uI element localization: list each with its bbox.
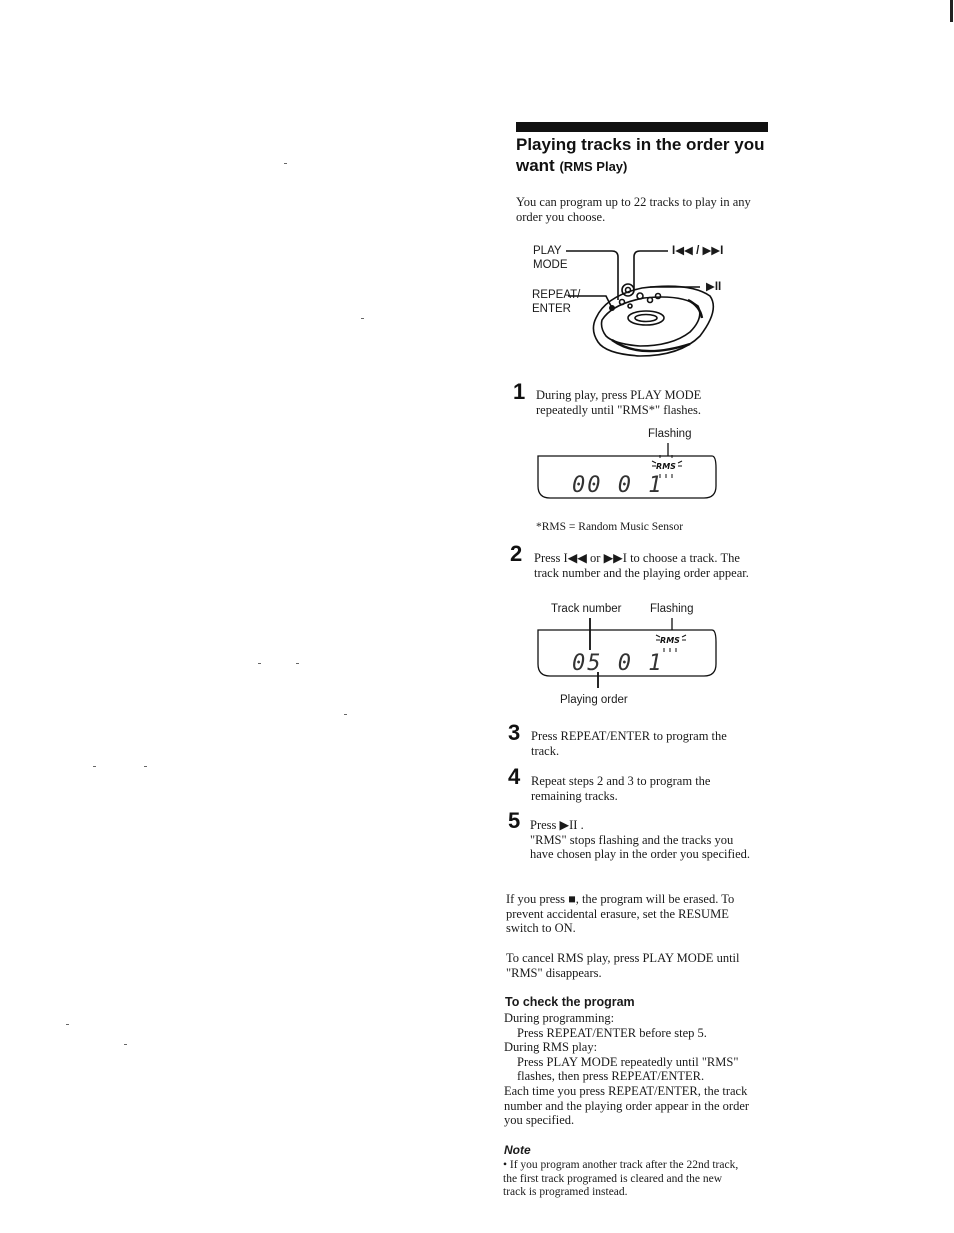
during-programming-label: During programming: — [504, 1011, 615, 1025]
section-title-main: Playing tracks in the order you want — [516, 135, 765, 175]
step-text: Press I◀◀ or ▶▶I to choose a track. The track number and the playing order appear. — [534, 551, 749, 580]
during-programming-action: Press REPEAT/ENTER before step 5. — [517, 1025, 707, 1040]
rms-indicator: RMS — [660, 636, 680, 645]
rms-indicator: RMS — [656, 462, 676, 471]
step-text: During play, press PLAY MODE repeatedly until "RMS*" flashes. — [536, 388, 702, 417]
lcd-digits: 00 0 1 — [572, 473, 664, 498]
play-pause-label: ▶II — [706, 281, 722, 293]
cancel-rms-text: To cancel RMS play, press PLAY MODE until "RMS" disappears. — [506, 951, 740, 980]
flashing-label: Flashing — [648, 428, 692, 440]
section-title-suffix: (RMS Play) — [559, 159, 628, 174]
note-text: • If you program another track after the 22nd track, the first track programed is cleared and the new track is programed instead. — [503, 1159, 739, 1198]
play-mode-label: PLAY MODE — [533, 245, 568, 271]
step-number: 1 — [513, 379, 526, 404]
step-number: 4 — [508, 764, 521, 789]
step-text: Press REPEAT/ENTER to program the track. — [531, 729, 727, 758]
during-rms-action: Press PLAY MODE repeatedly until "RMS" flashes, then press REPEAT/ENTER. — [517, 1054, 739, 1084]
stop-warning-text: If you press ■, the program will be erased. To prevent accidental erasure, set the RESUME switch to ON. — [506, 892, 735, 936]
repeat-enter-label: REPEAT/ ENTER — [532, 289, 581, 315]
during-rms-label: During RMS play: — [504, 1040, 598, 1055]
step-text: Repeat steps 2 and 3 to program the remaining tracks. — [531, 774, 711, 803]
intro-text: You can program up to 22 tracks to play in any order you choose. — [516, 195, 751, 224]
note-heading: Note — [504, 1143, 531, 1157]
rms-footnote: *RMS = Random Music Sensor — [536, 521, 684, 533]
flashing-label: Flashing — [650, 603, 694, 615]
check-program-body — [504, 1011, 760, 1128]
step-number: 3 — [508, 720, 521, 745]
playing-order-label: Playing order — [560, 694, 628, 706]
check-program-heading: To check the program — [505, 995, 635, 1009]
lcd-digits: 05 0 1 — [572, 651, 664, 676]
each-time-text: Each time you press REPEAT/ENTER, the track number and the playing order appear in the order you specified. — [504, 1083, 750, 1128]
track-number-label: Track number — [551, 603, 622, 615]
step-number: 5 — [508, 808, 521, 833]
skip-buttons-label: I◀◀ / ▶▶I — [672, 245, 724, 257]
step-text: Press ▶II . "RMS" stops flashing and the tracks you have chosen play in the order you specified. — [530, 818, 751, 862]
step-number: 2 — [510, 541, 523, 566]
